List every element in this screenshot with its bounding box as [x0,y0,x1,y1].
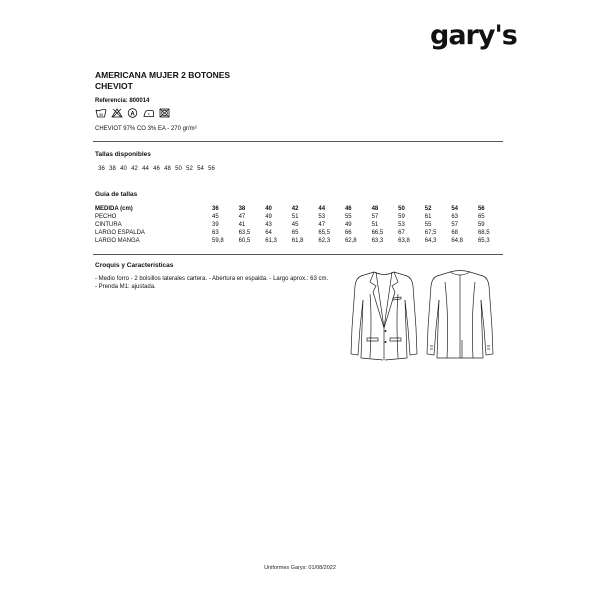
table-cell: 53 [398,222,405,228]
table-cell: 63,8 [398,238,410,244]
size-chip: 56 [208,166,215,172]
table-cell: 65,3 [477,238,490,244]
size-chip: 46 [153,166,160,172]
product-title-line1: AMERICANA MUJER 2 BOTONES [95,70,231,80]
iron-icon [142,108,155,118]
table-cell: 62,8 [344,238,357,244]
table-cell: 51 [371,222,379,228]
table-row [95,229,505,237]
row-label: PECHO [95,214,117,220]
care-icons [95,108,170,118]
row-label: LARGO MANGA [95,238,140,244]
table-cell: 47 [238,214,246,220]
size-guide-column-header: 44 [318,206,326,212]
table-cell: 68,5 [477,230,490,236]
table-cell: 55 [424,222,432,228]
size-chip: 36 [98,166,105,172]
table-cell: 59,8 [212,238,224,244]
table-cell: 66 [344,230,352,236]
table-cell: 45 [212,214,219,220]
size-guide-column-header: 56 [477,206,485,212]
size-guide-column-header: 36 [212,206,219,212]
table-row [95,213,505,221]
table-cell: 57 [451,222,459,228]
jacket-back-sketch [424,268,496,365]
row-label: CINTURA [95,222,122,228]
table-cell: 62,3 [318,238,331,244]
table-cell: 55 [344,214,352,220]
product-title [95,70,230,92]
table-cell: 64,8 [451,238,464,244]
jacket-front-sketch [348,268,420,365]
table-row [95,221,505,229]
table-cell: 65,5 [318,230,331,236]
size-chip: 54 [197,166,204,172]
table-cell: 63,5 [238,230,251,236]
table-cell: 63,3 [371,238,384,244]
dry-clean-a-icon [127,108,138,118]
table-cell: 67 [398,230,405,236]
table-cell: 43 [265,222,272,228]
table-cell: 60,5 [238,238,251,244]
size-chip: 48 [164,166,171,172]
table-cell: 51 [291,214,299,220]
table-cell: 61,8 [291,238,304,244]
size-guide-header-label: MEDIDA (cm) [95,206,133,212]
table-cell: 61 [424,214,432,220]
table-cell: 65 [291,230,299,236]
size-chip: 42 [131,166,138,172]
table-cell: 59 [398,214,405,220]
size-chip: 40 [120,166,127,172]
table-cell: 47 [318,222,326,228]
size-guide-column-header: 54 [451,206,459,212]
composition-text: CHEVIOT 97% CO 3% EA - 270 gr/m² [95,126,197,132]
table-cell: 41 [238,222,246,228]
table-row [95,237,505,245]
no-bleach-icon [111,108,123,118]
size-guide-column-header: 40 [265,206,272,212]
table-cell: 61,3 [265,238,277,244]
table-cell: 57 [371,214,379,220]
features-text: - Medio forro - 2 bolsillos laterales cartera. - Abertura en espalda. - Largo aprox.: 63 cm. - Prenda M1: ajustada. [95,276,329,290]
table-cell: 53 [318,214,326,220]
table-cell: 49 [265,214,272,220]
wash-30-icon [95,108,107,118]
svg-text:A: A [130,111,135,118]
size-chip: 50 [175,166,182,172]
table-cell: 68 [451,230,459,236]
size-guide-column-header: 52 [424,206,432,212]
table-cell: 39 [212,222,219,228]
size-chip: 52 [186,166,193,172]
svg-text:30: 30 [98,111,104,117]
row-label: LARGO ESPALDA [95,230,145,236]
table-cell: 45 [291,222,299,228]
table-cell: 64 [265,230,272,236]
size-guide-column-header: 48 [371,206,379,212]
features-heading: Croquis y Características [95,262,174,269]
size-guide-column-header: 46 [344,206,352,212]
table-cell: 63 [451,214,459,220]
footer-text: Uniformes Garys: 01/08/2022 [264,565,336,571]
table-cell: 64,3 [424,238,437,244]
brand-logo: gary's [430,20,517,51]
divider [93,254,503,255]
product-reference: Referencia: 800014 [95,98,150,104]
table-cell: 65 [477,214,485,220]
sizes-heading: Tallas disponibles [95,151,151,158]
divider [93,141,503,142]
table-cell: 59 [477,222,485,228]
table-cell: 63 [212,230,219,236]
sizes-list [98,166,215,172]
size-chip: 38 [109,166,116,172]
size-guide-table [95,205,505,245]
size-guide-header-row [95,205,505,213]
table-cell: 67,5 [424,230,437,236]
no-tumble-dry-icon [159,108,170,118]
size-guide-column-header: 50 [398,206,405,212]
product-title-line2: CHEVIOT [95,81,133,91]
table-cell: 49 [344,222,352,228]
size-guide-column-header: 42 [291,206,299,212]
size-chip: 44 [142,166,149,172]
table-cell: 66,5 [371,230,384,236]
size-guide-column-header: 38 [238,206,246,212]
size-guide-heading: Guía de tallas [95,191,138,198]
